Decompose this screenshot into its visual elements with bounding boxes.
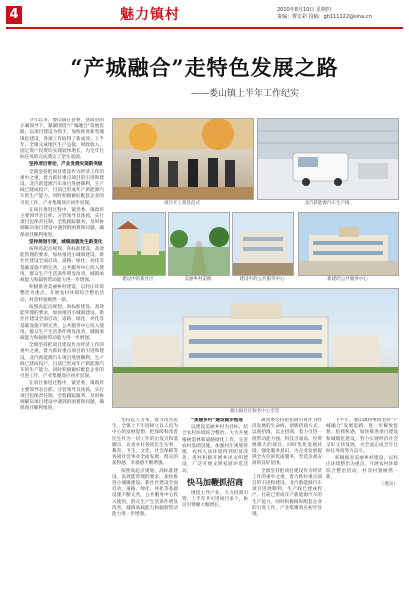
caption-photo6: 新建的公共服务中心: [327, 277, 368, 282]
article-subtitle: ——娄山镇上半年工作纪实: [190, 89, 299, 99]
col5-text-b: 全镇坚持把项目建设作为经济工作的重中之重，着力抓好重点项目的引进和建设。北汽新能源汽车项目进展顺利，生产线已建成投产，目前已形成年产新能源汽车的生产能力。同时积极做好配套企业的引进工作，产业集聚效应初步显现。: [252, 468, 322, 518]
column-4: [182, 418, 248, 590]
article-title: “产城融合”走特色发展之路: [70, 55, 339, 80]
issue-meta: [277, 7, 397, 21]
photo-new-center: [298, 212, 399, 276]
section-title: 魅力镇村: [120, 7, 180, 23]
byline: （娄宣）: [379, 482, 398, 488]
body-text-3: 按照高起点规划、高标准建设、高效能管理的要求，加快推进小城镇建设。新社区建设全面启动，道路、绿化、亮化等基础设施不断完善，公共服务中心投入使用，群众生产生活条件明显改善，城镇承载能力和辐射带动能力进一步增强。: [20, 247, 104, 284]
subheading-4: 快马加鞭抓招商: [187, 477, 243, 487]
col5-text: 镇党委坚持把招商引资作为经济发展的生命线，创新招商方式，以商招商、以企招商，着力引进一批带动能力强、科技含量高、投资规模大的项目。同时优化发展环境，强化服务意识，为企业发展提供全方位的优质服务，营造亲商安商的良好氛围。: [252, 418, 322, 467]
body-text-2: 在项目推进过程中，镇党委、镇政府主要领导亲自抓、分管领导具体抓，实行项目包保责任制，全程跟踪服务，及时协调解决项目建设中遇到的困难和问题，确保项目顺利推进。: [20, 207, 104, 238]
photo-panorama: [112, 288, 399, 408]
photo-factory: [257, 118, 399, 200]
intro-column: [20, 118, 104, 590]
body-text-3b: 按照高起点规划、高标准建设、高效能管理的要求，加快推进小城镇建设。新社区建设全面启动，道路、绿化、亮化等基础设施不断完善，公共服务中心投入使用，群众生产生活条件明显改善，城镇承载能力和辐射带动能力进一步增强。: [20, 304, 104, 341]
page-header: [0, 0, 409, 30]
header-rule: [6, 27, 403, 29]
factory-image: [258, 119, 398, 199]
editor-line: 责编：曹宏彩 投稿：gh111122@sina.cn: [277, 14, 372, 20]
col3-text: 坚持以人为本，着力改善民生。全镇上下牢固树立以人民为中心的发展思想，把保障和改善民生作为一切工作的出发点和落脚点，认真办好各项民生实事，教育、卫生、文化、社会保障等各项社会事业全面发展，群众的获得感、幸福感不断增强。: [112, 418, 178, 467]
caption-photo4: 美丽乡村道路: [184, 277, 212, 282]
community-image: [113, 213, 165, 275]
photo-road: [168, 212, 230, 276]
body-text-1b: 全镇坚持把项目建设作为经济工作的重中之重，着力抓好重点项目的引进和建设。北汽新能源汽车项目进展顺利，生产线已建成投产，目前已形成年产新能源汽车的生产能力。同时积极做好配套企业的引进工作，产业集聚效应初步显现。: [20, 343, 104, 380]
intro-text: 今年以来，娄山镇在县委、县政府的正确领导下，紧紧围绕“产城融合”发展思路，以项目建设为抓手，加快推进新型城镇化建设，各项工作取得了新成效。上半年，全镇完成地区生产总值、财政收入、固定资产投资均实现较快增长，为全年目标任务的完成奠定了坚实基础。: [20, 118, 104, 161]
body-text-1: 全镇坚持把项目建设作为经济工作的重中之重，着力抓好重点项目的引进和建设。北汽新能源汽车项目进展顺利，生产线已建成投产，目前已形成年产新能源汽车的生产能力。同时积极做好配套企业的引进工作，产业集聚效应初步显现。: [20, 169, 104, 206]
caption-photo7: 娄山镇社区服务中心全景: [229, 409, 280, 414]
col4-text-b: 围绕主导产业，大力招商引资，上半年共引进项目多个，协议引资额大幅增长。: [182, 490, 248, 509]
page-number: 4: [6, 6, 22, 24]
caption-photo2: 北汽新能源汽车生产线: [304, 201, 350, 206]
date-line: 2010年8月10日 星期四: [277, 7, 331, 13]
new-center-image: [299, 213, 398, 275]
body-text-2b: 在项目推进过程中，镇党委、镇政府主要领导亲自抓、分管领导具体抓，实行项目包保责任制，全程跟踪服务，及时协调解决项目建设中遇到的困难和问题，确保项目顺利推进。: [20, 381, 104, 412]
caption-photo3: 建设中的新社区: [122, 277, 154, 282]
subheading-1: 坚持项目带动，产业发展实现新突破: [29, 162, 103, 168]
col6-text-b: 积极推进美丽乡村建设，以村庄环境整治为重点，开展农村环境综合整治活动，村容村貌焕然一新。: [326, 456, 398, 480]
col6-text: 下半年，娄山镇将继续坚持“产城融合”发展思路，进一步解放思想、抢抓机遇，加快推进项目建设和城镇化建设，努力实现经济社会又好又快发展，为全面完成全年目标任务而努力奋斗。: [326, 418, 398, 455]
subheading-2: 坚持规划引领，城镇面貌发生新变化: [29, 239, 103, 245]
caption-photo1: 项目开工奠基仪式: [164, 201, 200, 206]
photo-service-center-building: [232, 212, 294, 276]
photo-groundbreaking: [112, 118, 254, 200]
body-text-4: 积极推进美丽乡村建设，以村庄环境整治为重点，开展农村环境综合整治活动，村容村貌焕然一新。: [20, 285, 104, 303]
groundbreaking-image: [113, 119, 253, 199]
road-image: [169, 213, 229, 275]
service-center-building-image: [233, 213, 293, 275]
col3-text-b: 按照高起点规划、高标准建设、高效能管理的要求，加快推进小城镇建设。新社区建设全面启动，道路、绿化、亮化等基础设施不断完善，公共服务中心投入使用，群众生产生活条件明显改善，城镇承载能力和辐射带动能力进一步增强。: [112, 468, 178, 518]
col4-text: 以建设美丽乡村为目标，结合农村环境综合整治，大力开展植树造林和道路绿化工作，完善农村基础设施，加强村庄规划管理，农村人居环境得到明显改善。各村积极开展乡风文明建设，广泛开展文明家庭评选活动。: [182, 425, 248, 474]
caption-photo5: 建设中的公共服务中心: [239, 277, 285, 282]
column-5: [252, 418, 322, 590]
photo-community: [112, 212, 166, 276]
subheading-3: “美丽乡村”建设稳步推进: [191, 418, 243, 423]
panorama-image: [113, 289, 398, 407]
column-6: [326, 418, 398, 590]
column-3: [112, 418, 178, 590]
